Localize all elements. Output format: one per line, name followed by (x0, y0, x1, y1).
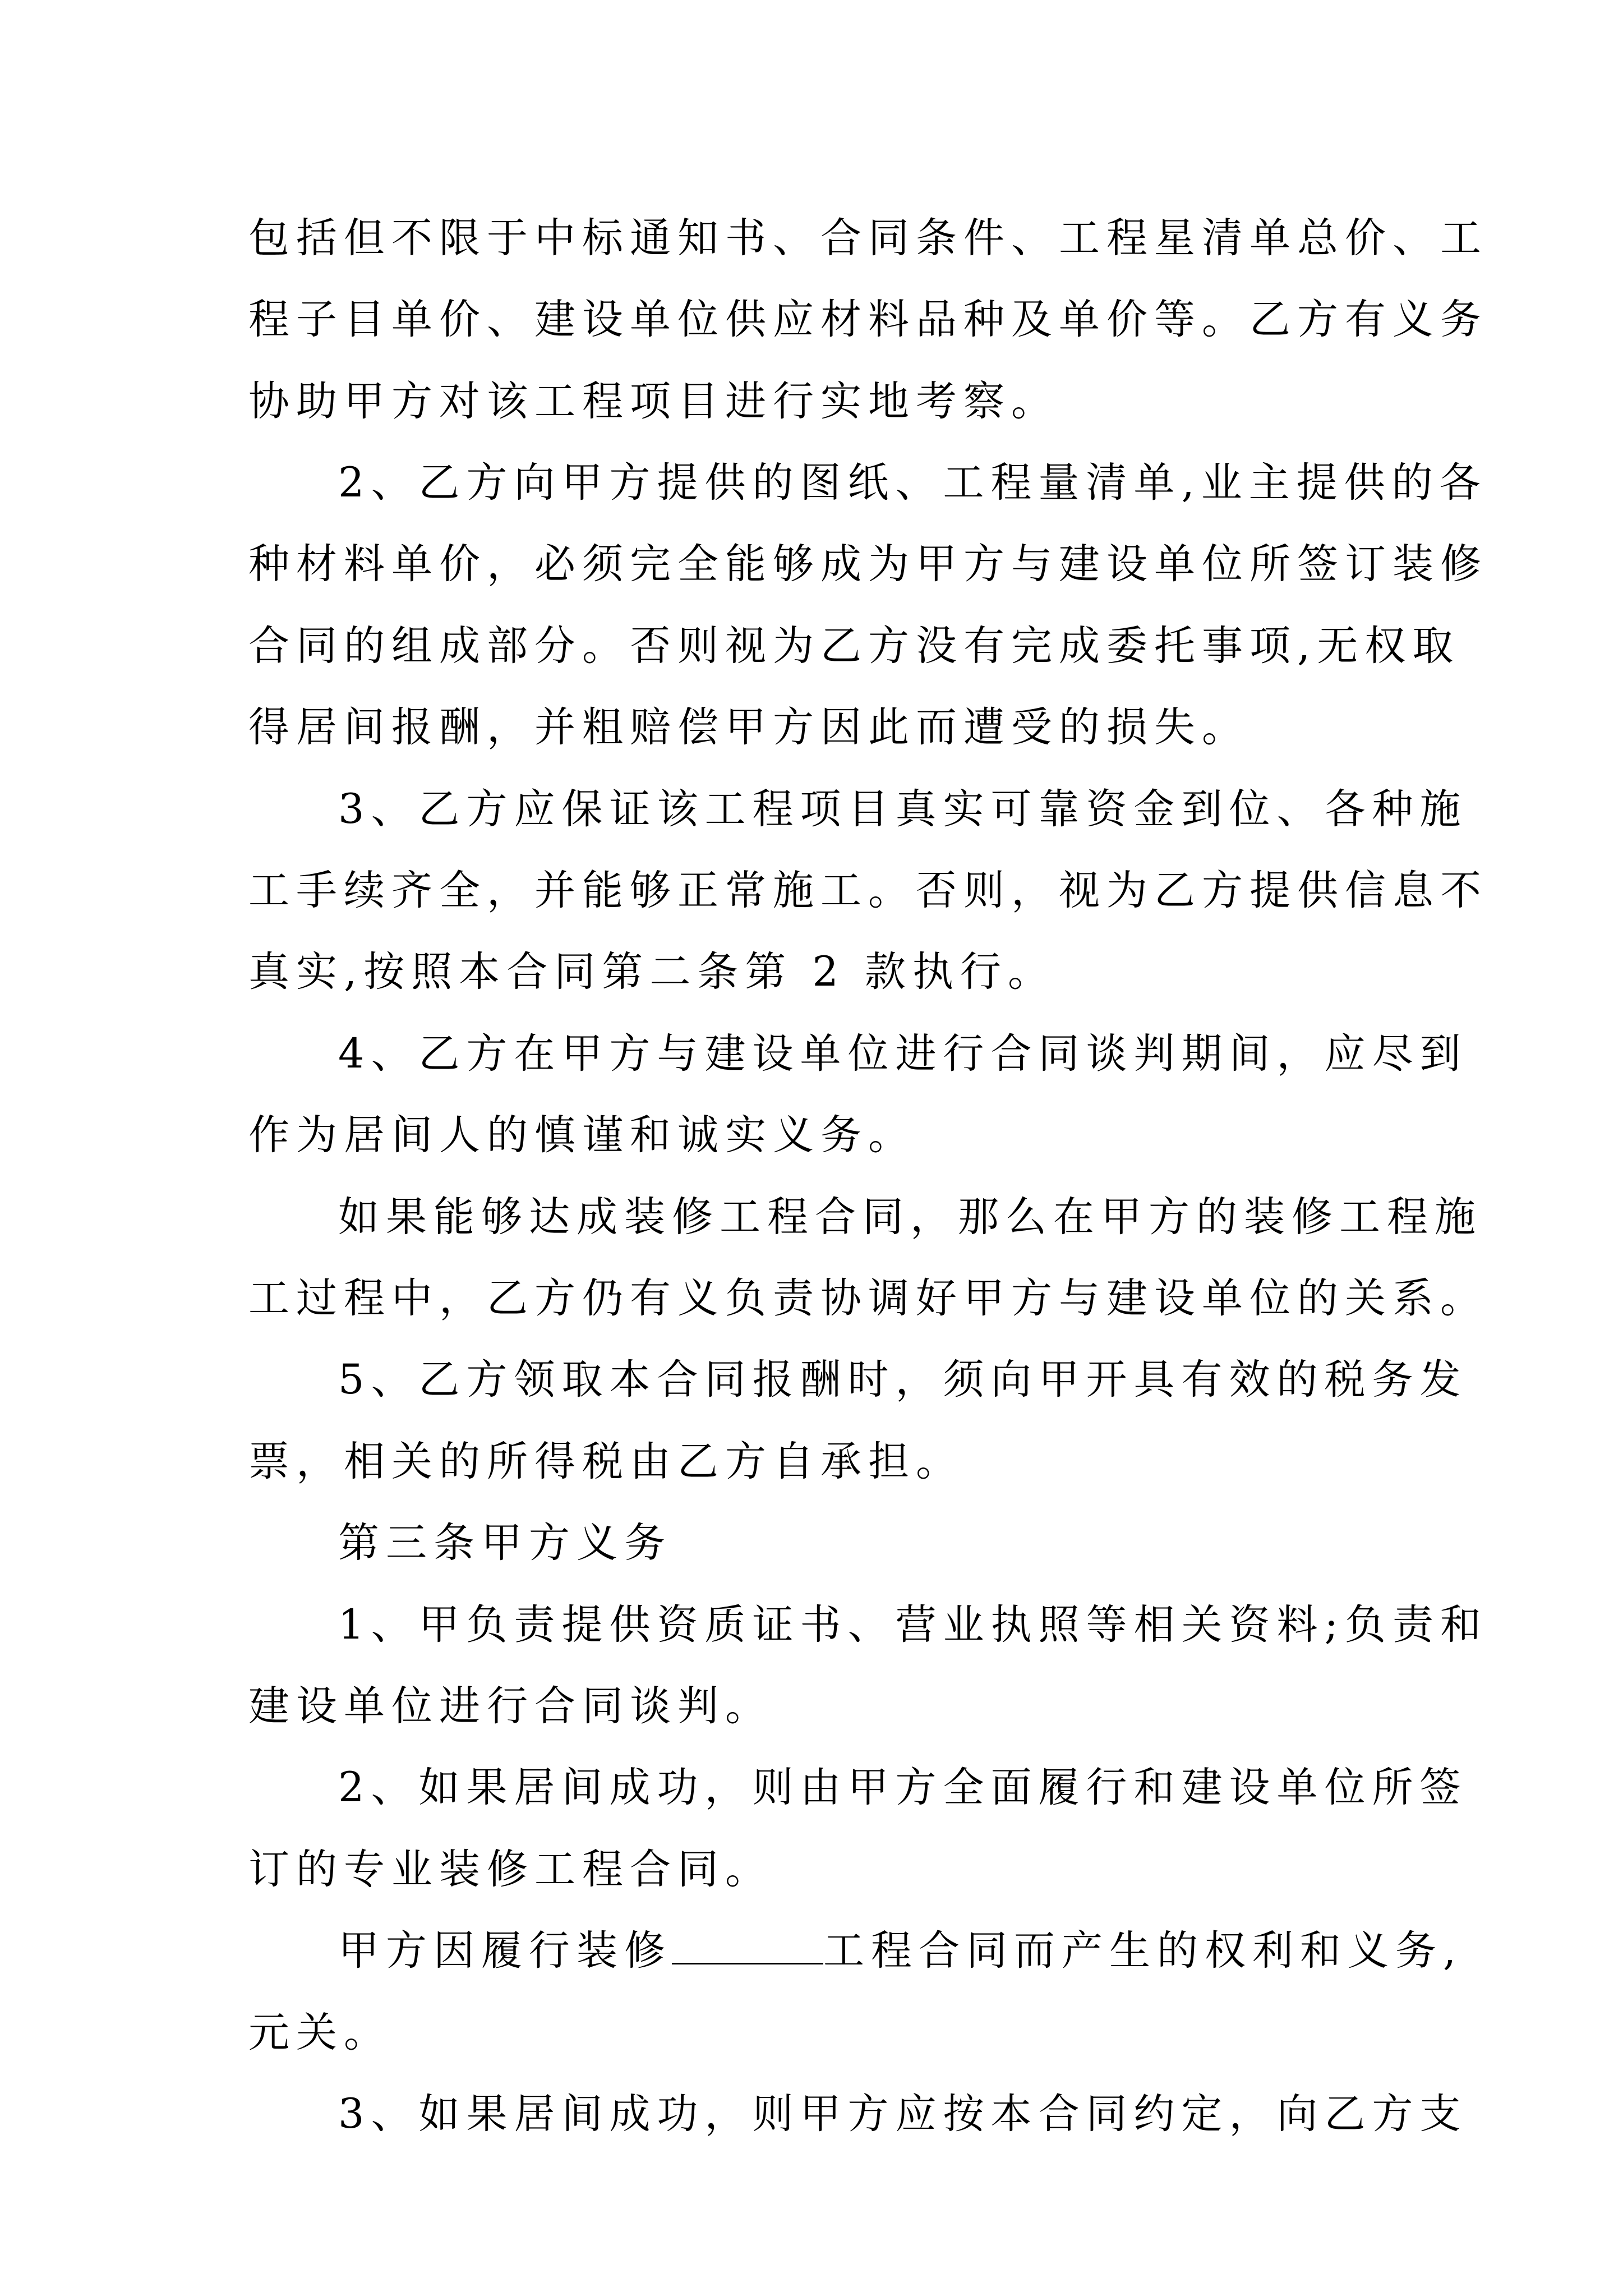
paragraph-3-line: 3、如果居间成功，则甲方应按本合同约定，向乙方支 (338, 2090, 1468, 2138)
text-line: 种材料单价，必须完全能够成为甲方与建设单位所签订装修 (248, 540, 1488, 588)
text-line: 作为居间人的慎谨和诚实义务。 (248, 1111, 916, 1159)
text-segment: 甲方因履行装修 (338, 1927, 672, 1975)
section-heading: 第三条甲方义务 (338, 1519, 672, 1567)
text-line: 协助甲方对该工程项目进行实地考察。 (248, 378, 1059, 425)
paragraph-5-line: 5、乙方领取本合同报酬时，须向甲开具有效的税务发 (338, 1356, 1468, 1404)
blank-field-line (338, 1917, 1463, 1985)
paragraph-2-line: 2、如果居间成功，则由甲方全面履行和建设单位所签 (338, 1764, 1468, 1811)
text-line: 订的专业装修工程合同。 (248, 1846, 773, 1893)
text-line: 建设单位进行合同谈判。 (248, 1682, 773, 1730)
text-line: 合同的组成部分。否则视为乙方没有完成委托事项,无权取 (248, 622, 1460, 670)
text-line: 工手续齐全，并能够正常施工。否则，视为乙方提供信息不 (248, 867, 1488, 914)
text-line: 程子目单价、建设单位供应材料品种及单价等。乙方有义务 (248, 296, 1488, 343)
paragraph-2-line: 2、乙方向甲方提供的图纸、工程量清单,业主提供的各 (338, 459, 1487, 507)
text-line: 包括但不限于中标通知书、合同条件、工程星清单总价、工 (248, 214, 1488, 262)
paragraph-3-line: 3、乙方应保证该工程项目真实可靠资金到位、各种施 (338, 785, 1468, 833)
text-line: 工过程中，乙方仍有义负责协调好甲方与建设单位的关系。 (248, 1274, 1488, 1322)
text-line: 得居间报酬，并粗赔偿甲方因此而遭受的损失。 (248, 703, 1249, 751)
paragraph-1-line: 1、甲负责提供资质证书、营业执照等相关资料;负责和 (338, 1601, 1488, 1649)
text-line: 真实,按照本合同第二条第 2 款执行。 (248, 948, 1056, 996)
text-line: 票，相关的所得税由乙方自承担。 (248, 1438, 963, 1485)
fill-in-blank[interactable] (672, 1929, 823, 1964)
paragraph-4-line: 4、乙方在甲方与建设单位进行合同谈判期间，应尽到 (338, 1030, 1468, 1078)
paragraph-line: 如果能够达成装修工程合同，那么在甲方的装修工程施 (338, 1193, 1482, 1241)
text-line: 元关。 (248, 2009, 391, 2056)
text-segment: 工程合同而产生的权利和义务, (823, 1927, 1463, 1975)
